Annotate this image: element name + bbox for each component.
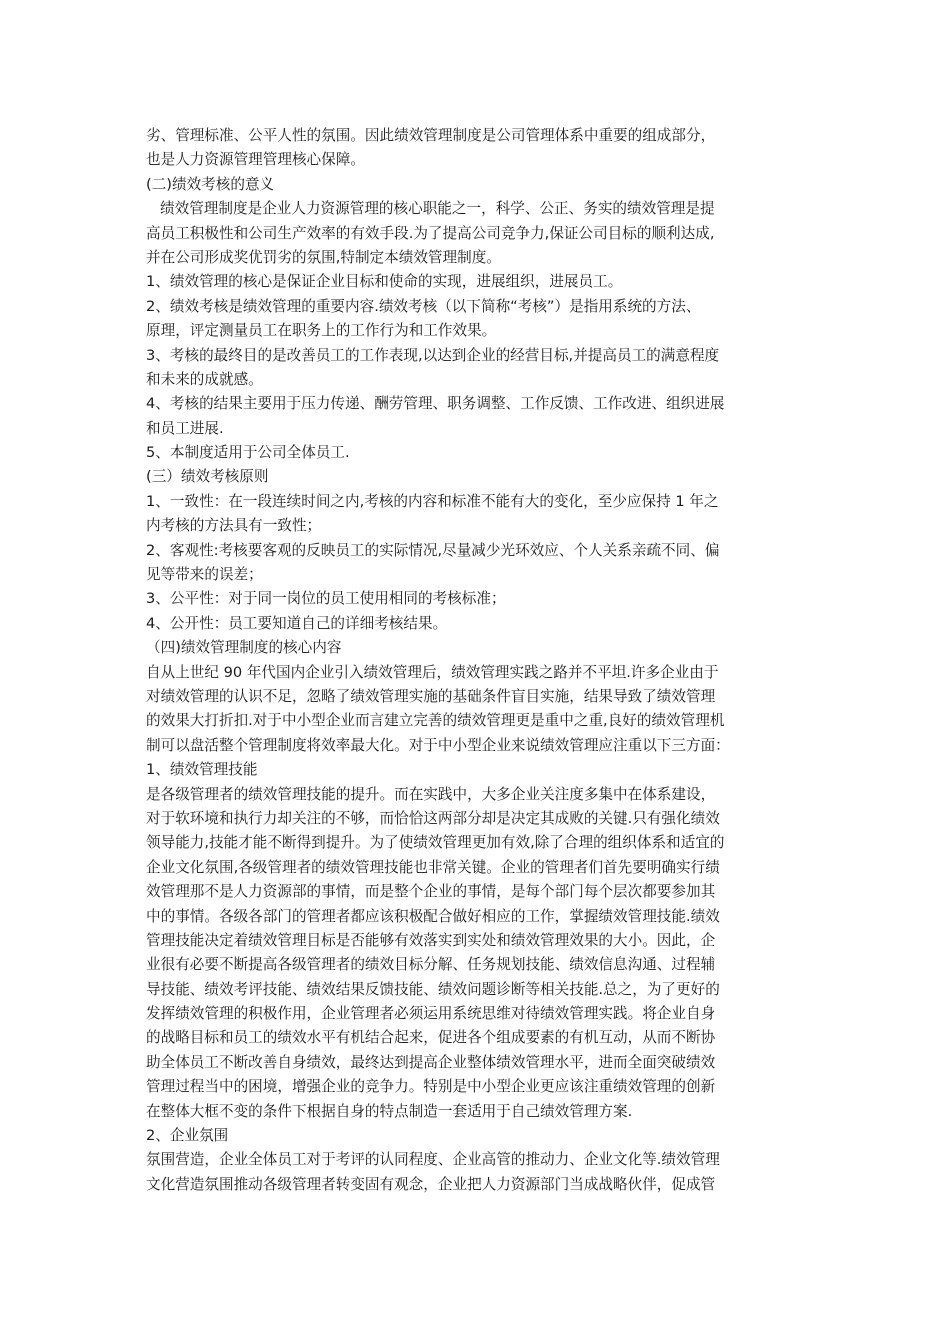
text-line: 的效果大打折扣.对于中小型企业而言建立完善的绩效管理更是重中之重,良好的绩效管理机 (146, 712, 725, 730)
text-line: 领导能力,技能才能不断得到提升。为了使绩效管理更加有效,除了合理的组织体系和适宜的 (146, 834, 725, 852)
text-line: 氛围营造，企业全体员工对于考评的认同程度、企业高管的推动力、企业文化等.绩效管理 (146, 1151, 720, 1169)
subsection-heading: 2、企业氛围 (146, 1127, 229, 1145)
text-line: 3、公平性：对于同一岗位的员工使用相同的考核标准； (146, 590, 506, 608)
text-line: 的战略目标和员工的绩效水平有机结合起来，促进各个组成要素的有机互动，从而不断协 (146, 1029, 716, 1047)
text-line: 对于软环境和执行力却关注的不够，而恰恰这两部分却是决定其成败的关键.只有强化绩效 (146, 809, 720, 827)
text-line: 助全体员工不断改善自身绩效，最终达到提高企业整体绩效管理水平，进而全面突破绩效 (146, 1053, 716, 1071)
text-line: 和未来的成就感。 (146, 370, 263, 388)
text-line: 高员工积极性和公司生产效率的有效手段.为了提高公司竞争力,保证公司目标的顺利达成, (146, 224, 715, 242)
text-line: 也是人力资源管理管理核心保障。 (146, 151, 365, 169)
text-line: 自从上世纪 90 年代国内企业引入绩效管理后，绩效管理实践之路并不平坦.许多企业由于 (146, 663, 719, 681)
text-line: 管理过程当中的困境，增强企业的竞争力。特别是中小型企业更应该注重绩效管理的创新 (146, 1078, 716, 1096)
text-line: 发挥绩效管理的积极作用，企业管理者必须运用系统思维对待绩效管理实践。将企业自身 (146, 1005, 716, 1023)
section-heading: (二)绩效考核的意义 (146, 175, 275, 193)
document-page (146, 124, 810, 1324)
text-line: 导技能、绩效考评技能、绩效结果反馈技能、绩效问题诊断等相关技能.总之，为了更好的 (146, 980, 720, 998)
text-line: 中的事情。各级各部门的管理者都应该积极配合做好相应的工作，掌握绩效管理技能.绩效 (146, 907, 720, 925)
text-line: 内考核的方法具有一致性； (146, 517, 322, 535)
text-line: 1、绩效管理的核心是保证企业目标和使命的实现，进展组织，进展员工。 (146, 273, 623, 291)
text-line: 2、绩效考核是绩效管理的重要内容.绩效考核（以下简称“考核”）是指用系统的方法、 (146, 297, 701, 315)
text-line: 是各级管理者的绩效管理技能的提升。而在实践中，大多企业关注度多集中在体系建设， (146, 785, 716, 803)
text-line: 并在公司形成奖优罚劣的氛围,特制定本绩效管理制度。 (146, 248, 501, 266)
text-line: 管理技能决定着绩效管理目标是否能够有效落实到实处和绩效管理效果的大小。因此，企 (146, 931, 716, 949)
text-line: 3、考核的最终目的是改善员工的工作表现,以达到企业的经营目标,并提高员工的满意程度 (146, 346, 720, 364)
text-line: 文化营造氛围推动各级管理者转变固有观念，企业把人力资源部门当成战略伙伴，促成管 (146, 1175, 716, 1193)
text-line: 效管理那不是人力资源部的事情，而是整个企业的事情，是每个部门每个层次都要参加其 (146, 883, 716, 901)
text-line: 5、本制度适用于公司全体员工. (146, 444, 350, 462)
text-line: 对绩效管理的认识不足，忽略了绩效管理实施的基础条件盲目实施，结果导致了绩效管理 (146, 687, 716, 705)
text-line: 4、公开性：员工要知道自己的详细考核结果。 (146, 614, 448, 632)
text-line: 1、一致性：在一段连续时间之内,考核的内容和标准不能有大的变化，至少应保持 1 年之 (146, 492, 719, 510)
text-line: 4、考核的结果主要用于压力传递、酬劳管理、职务调整、工作反馈、工作改进、组织进展 (146, 395, 725, 413)
text-line: 制可以盘活整个管理制度将效率最大化。对于中小型企业来说绩效管理应注重以下三方面： (146, 736, 730, 754)
text-line: 绩效管理制度是企业人力资源管理的核心职能之一，科学、公正、务实的绩效管理是提 (160, 200, 715, 218)
subsection-heading: 1、绩效管理技能 (146, 761, 258, 779)
section-heading: （四)绩效管理制度的核心内容 (146, 639, 342, 657)
text-line: 劣、管理标准、公平人性的氛围。因此绩效管理制度是公司管理体系中重要的组成部分， (146, 127, 716, 144)
text-line: 在整体大框不变的条件下根据自身的特点制造一套适用于自己绩效管理方案. (146, 1102, 633, 1120)
text-line: 2、客观性:考核要客观的反映员工的实际情况,尽量减少光环效应、个人关系亲疏不同、偏 (146, 541, 720, 559)
text-line: 见等带来的误差； (146, 566, 263, 584)
section-heading: (三）绩效考核原则 (146, 468, 269, 486)
text-line: 企业文化氛围,各级管理者的绩效管理技能也非常关键。企业的管理者们首先要明确实行绩 (146, 858, 720, 876)
text-line: 业很有必要不断提高各级管理者的绩效目标分解、任务规划技能、绩效信息沟通、过程辅 (146, 956, 716, 974)
text-line: 和员工进展. (146, 419, 224, 437)
text-line: 原理，评定测量员工在职务上的工作行为和工作效果。 (146, 322, 497, 340)
